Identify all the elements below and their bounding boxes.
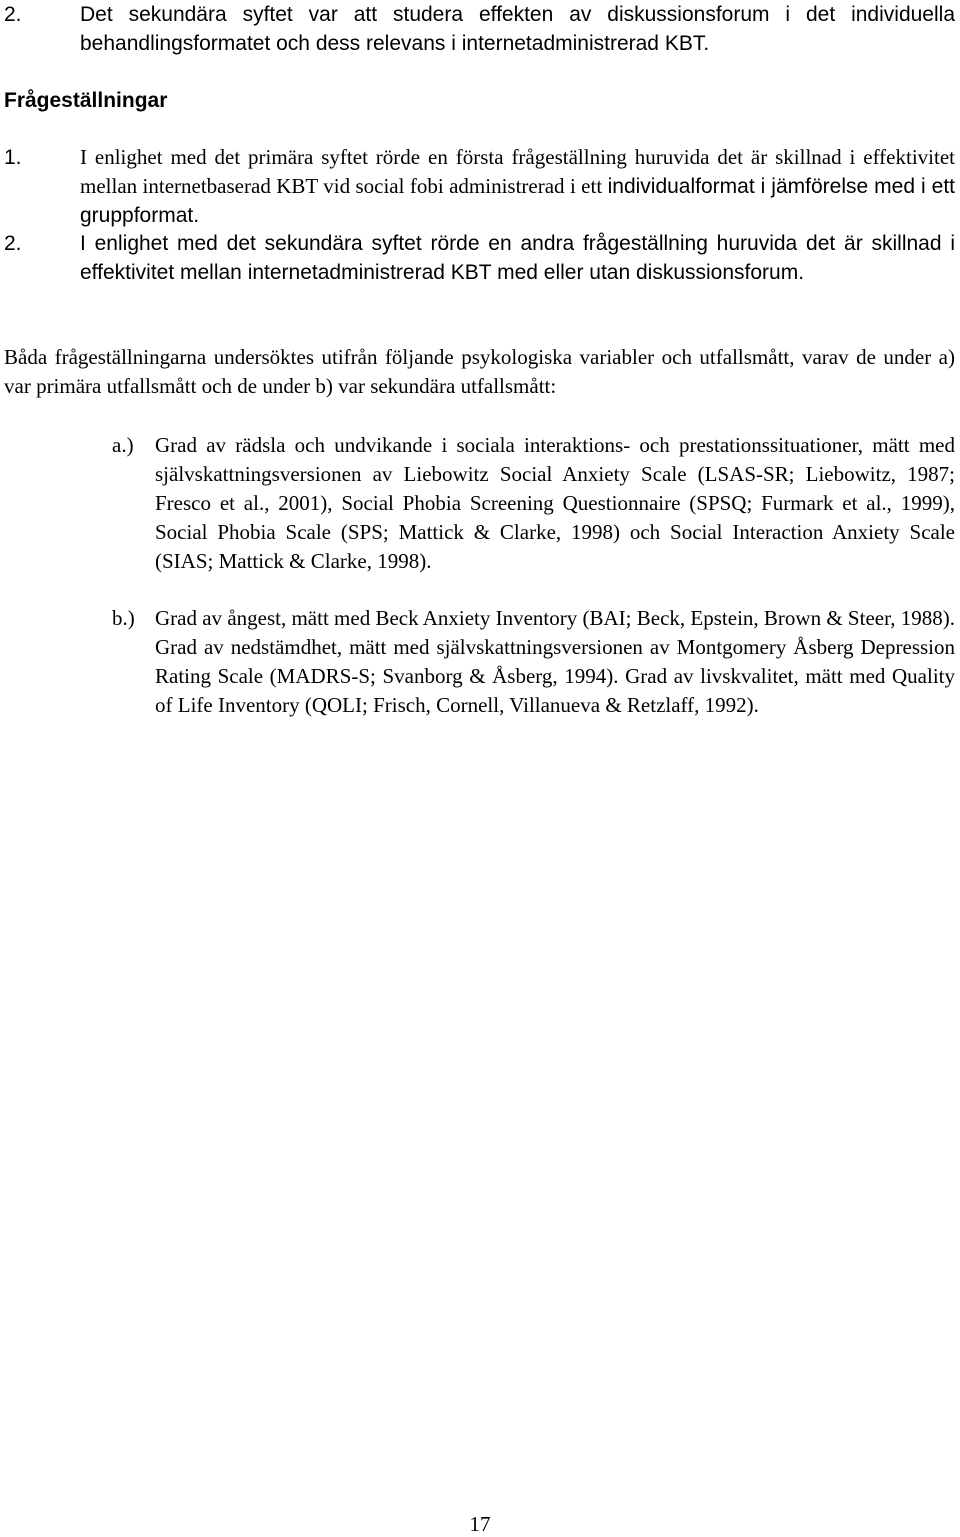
variable-label: b.): [112, 606, 135, 630]
question-number: 1.: [4, 146, 22, 169]
page-number: 17: [469, 1512, 491, 1536]
question-text: [80, 143, 955, 230]
section-heading: Frågeställningar: [4, 89, 168, 112]
question-number: 2.: [4, 232, 22, 255]
aim-text: Det sekundära syftet var att studera effekten av diskussionsforum i det individuella behandlingsformatet och dess relevans i internetadministrerad KBT.: [80, 3, 955, 55]
variable-label: a.): [112, 433, 134, 457]
body-paragraph: Båda frågeställningarna undersöktes utifrån följande psykologiska variabler och utfallsmått, varav de under a) var primära utfallsmått och de under b) var sekundära utfallsmått:: [4, 345, 955, 398]
variable-item-b: [0, 604, 955, 720]
aim-item-2: [0, 0, 955, 58]
variable-item-a: [0, 431, 955, 576]
variable-text: Grad av rädsla och undvikande i sociala interaktions- och prestationssituationer, mätt med självskattningsversionen av Liebowitz Social Anxiety Scale (LSAS-SR; Liebowitz, 1987; Fresco et al., 2001), Social Phobia Screening Questionnaire (SPSQ; Furmark et al., 1999), Social Phobia Scale (SPS; Mattick & Clarke, 1998) och Social Interaction Anxiety Scale (SIAS; Mattick & Clarke, 1998).: [155, 433, 955, 573]
variable-text: Grad av ångest, mätt med Beck Anxiety Inventory (BAI; Beck, Epstein, Brown & Steer, 1988). Grad av nedstämdhet, mätt med självskattningsversionen av Montgomery Åsberg Depression Rating Scale (MADRS-S; Svanborg & Åsberg, 1994). Grad av livskvalitet, mätt med Quality of Life Inventory (QOLI; Frisch, Cornell, Villanueva & Retzlaff, 1992).: [155, 606, 955, 717]
question-text: I enlighet med det sekundära syftet rörde en andra frågeställning huruvida det är skillnad i effektivitet mellan internetadministrerad KBT med eller utan diskussionsforum.: [80, 232, 955, 284]
aim-number: 2.: [4, 3, 22, 26]
question-item-2: [0, 229, 955, 287]
question-text-part: individualformat i jämförelse med i ett gruppformat.: [80, 175, 955, 227]
question-text-part: I enlighet med det primära syftet rörde en första frågeställning huruvida det är skillnad i effektivitet mellan internetbaserad KBT vid social fobi administrerad i ett: [80, 145, 955, 198]
question-item-1: [0, 143, 955, 230]
